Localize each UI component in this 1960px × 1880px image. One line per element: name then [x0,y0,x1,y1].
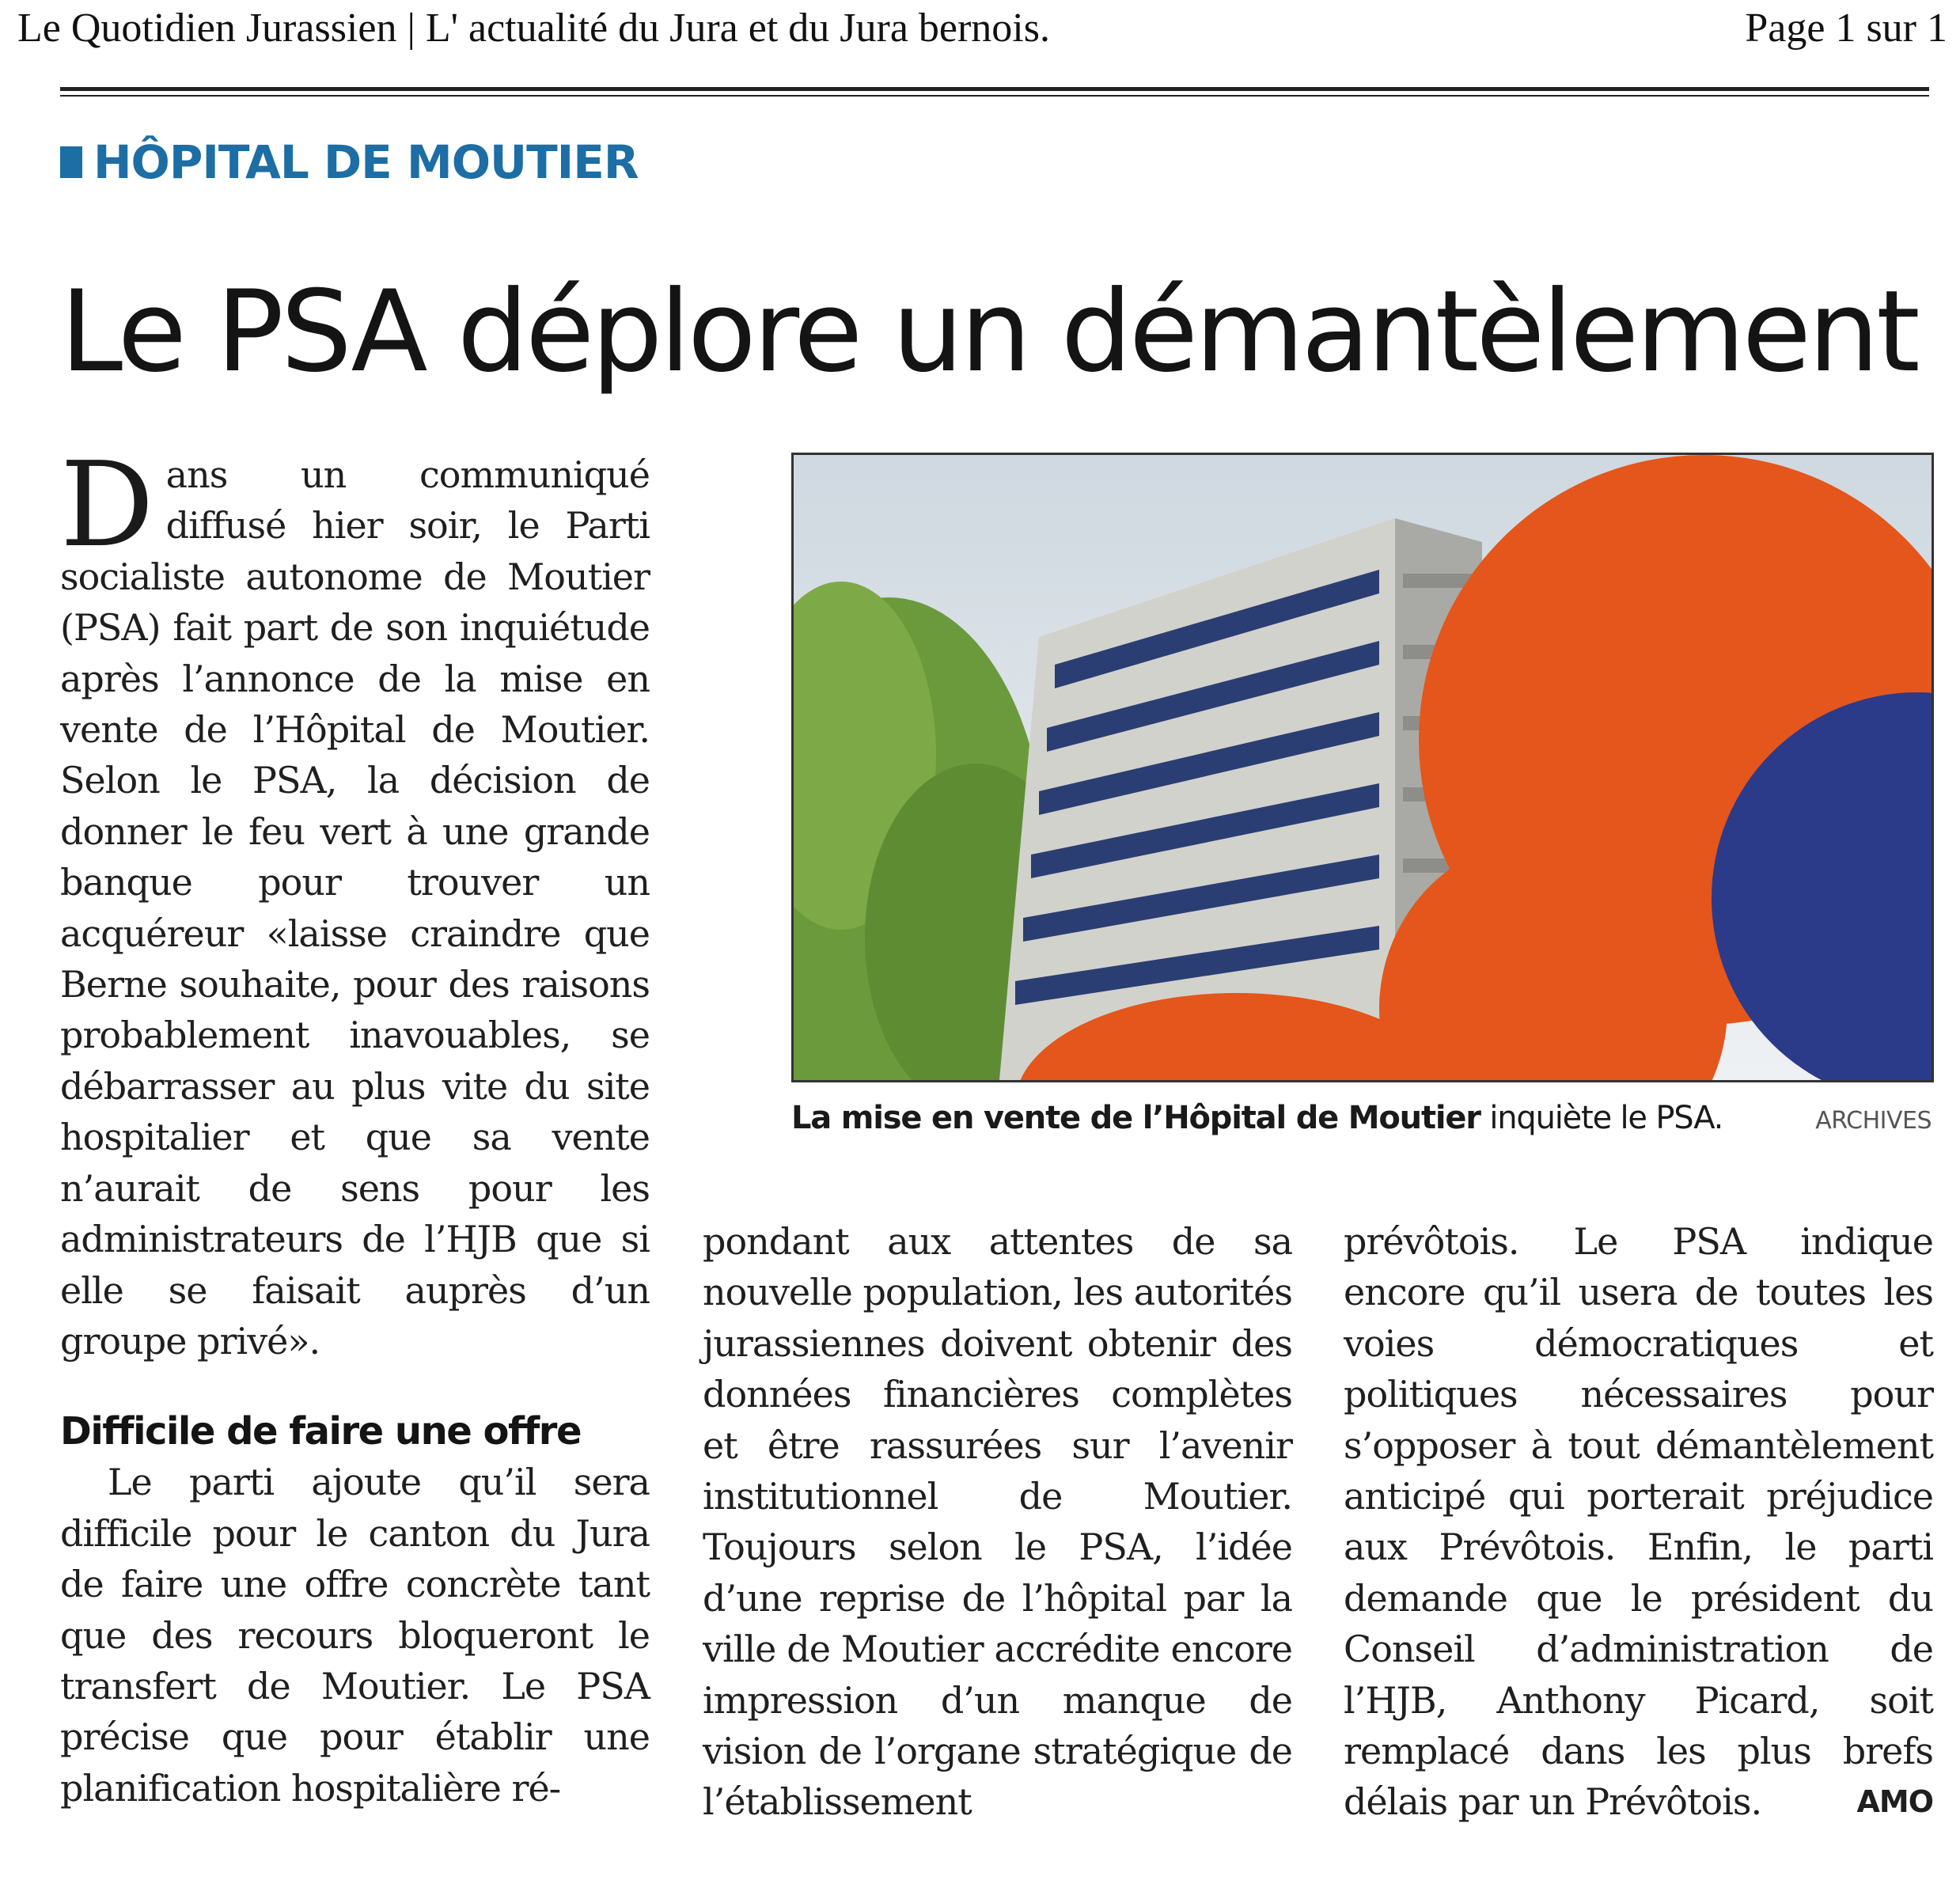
photo-credit: ARCHIVES [1815,1107,1932,1135]
photo-caption-rest: inquiète le PSA. [1480,1100,1723,1136]
article-column-2 [703,1216,1292,1828]
kicker-label: HÔPITAL DE MOUTIER [93,135,639,189]
page-number: Page 1 sur 1 [1745,6,1947,51]
article-headline: Le PSA déplore un démantèlement [60,267,1917,397]
section-kicker [60,131,639,194]
hospital-photo-illustration [794,455,1932,1080]
article-column-3 [1344,1216,1933,1828]
header-divider-thin [60,95,1929,97]
page-header-source: Le Quotidien Jurassien | L' actualité du Jura et du Jura bernois. [17,6,1050,51]
lead-paragraph [60,437,650,1366]
article-column-1 [60,437,650,1814]
author-signature: AMO [1856,1784,1933,1820]
lead-paragraph-text: ans un communiqué diffusé hier soir, le Parti socialiste autonome de Moutier (PSA) fait part de son inquiétude après l’annonce de la mise en vente de l’Hôpital de Moutier. Selon le PSA, la décision de donner le feu vert à une grande banque pour trouver un acquéreur «laisse craindre que Berne souhaite, pour des raisons probablement inavouables, se débarrasser au plus vite du site hospitalier et que sa vente n’aurait de sens pour les administrateurs de l’HJB que si elle se faisait auprès d’un groupe privé». [60,453,650,1363]
article-subhead: Difficile de faire une offre [60,1409,582,1454]
drop-cap: D [60,437,154,573]
photo-caption-bold: La mise en vente de l’Hôpital de Moutier [791,1100,1480,1136]
header-divider [60,87,1929,91]
paragraph-col3-text: prévôtois. Le PSA indique encore qu’il usera de toutes les voies démocratiques et politiques nécessaires pour s’opposer à tout démantèlement anticipé qui porterait préjudice aux Prévôtois. Enfin, le parti demande que le président du Conseil d’administration de l’HJB, Anthony Picard, soit remplacé dans les plus brefs délais par un Prévôtois. [1344,1220,1933,1824]
paragraph-col2: pondant aux attentes de sa nouvelle population, les autorités jurassiennes doivent obtenir des données financières complètes et être rassurées sur l’avenir institutionnel de Moutier. Toujours selon le PSA, l’idée d’une reprise de l’hôpital par la ville de Moutier accrédite encore impression d’un manque de vision de l’organe stratégique de l’établissement [703,1220,1292,1824]
photo-caption [791,1096,1932,1140]
hospital-photo [791,453,1934,1082]
paragraph-2: Le parti ajoute qu’il sera difficile pour le canton du Jura de faire une offre concrète tant que des recours bloqueront le transfert de Moutier. Le PSA précise que pour établir une planification hospitalière ré- [60,1461,650,1810]
paragraph-col3 [1344,1216,1933,1828]
kicker-square-icon [60,146,82,178]
